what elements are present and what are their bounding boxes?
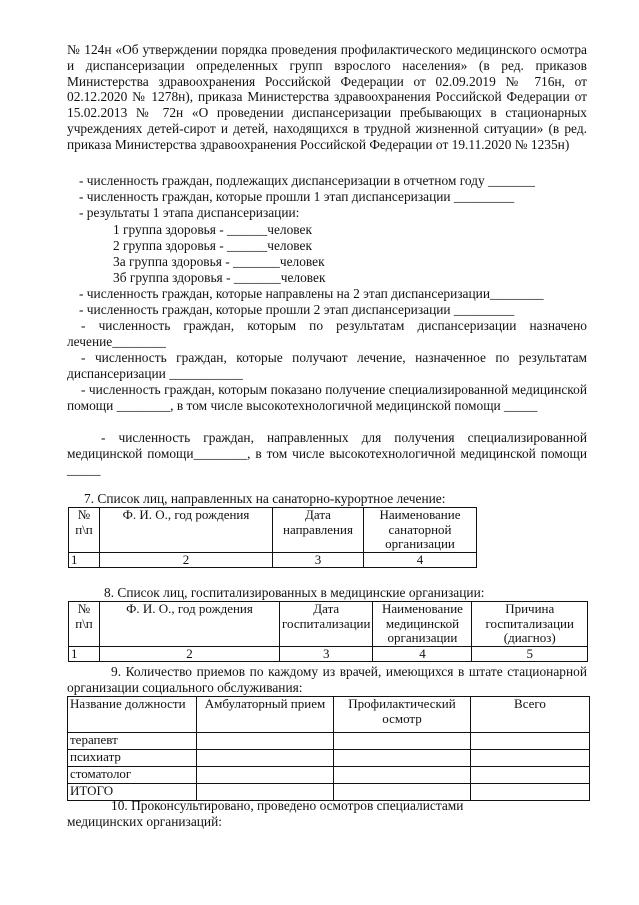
table-header-row [68,697,590,733]
item-treatment-assigned: - численность граждан, которым по результатам диспансеризации назначено лечение________ [67,318,587,349]
health-group-3a: 3а группа здоровья - _______человек [113,254,325,269]
col-number: 1 [69,646,100,662]
item-stage2-referred: - численность граждан, которые направлены на 2 этап диспансеризации________ [79,286,544,301]
section8-title: 8. Список лиц, госпитализированных в медицинские организации: [104,585,485,600]
table-number-row [69,552,477,568]
item-stage1-count: - численность граждан, которые прошли 1 этап диспансеризации _________ [79,189,515,204]
item-specialized-care: - численность граждан, которым показано получение специализированной медицинской помощи ________, в том числе высокотехнологичной медицинской помощи _____ [67,382,587,413]
table-row [68,733,590,750]
intro-paragraph: № 124н «Об утверждении порядка проведения профилактического медицинского осмотра и диспансеризации определенных групп взрослого населения» (в ред. приказов Министерства здравоохранения Российской Федерации от 02.09.2019 № 716н, от 02.12.2020 № 1278н), приказа Министерства здравоохранения Российской Федерации от 15.02.2013 № 72н «О проведении диспансеризации пребывающих в стационарных учреждениях детей-сирот и детей, находящихся в трудной жизненной ситуации» (в ред. приказа Министерства здравоохранения Российской Федерации от 19.11.2020 № 1235н) [67,42,587,152]
col-number-header: № п\п [69,508,100,553]
col-preventive-header: Профилактический осмотр [334,697,471,733]
col-date-header: Дата направления [273,508,364,553]
col-number: 2 [100,646,280,662]
col-number: 4 [364,552,477,568]
row-position: терапевт [68,733,197,750]
col-number: 5 [472,646,588,662]
col-number: 3 [273,552,364,568]
table-header-row [69,602,588,647]
row-position: стоматолог [68,767,197,784]
col-name-header: Ф. И. О., год рождения [100,508,273,553]
table-row [68,750,590,767]
col-outpatient-header: Амбулаторный прием [197,697,334,733]
sanatorium-table [68,507,477,568]
table-number-row [69,646,588,662]
section9-title: 9. Количество приемов по каждому из врачей, имеющихся в штате стационарной организации социального обслуживания: [67,664,587,695]
col-reason-header: Причина госпитализации (диагноз) [472,602,588,647]
col-name-header: Ф. И. О., год рождения [100,602,280,647]
health-group-3b: 3б группа здоровья - _______человек [113,270,326,285]
col-number-header: № п\п [69,602,100,647]
col-total-header: Всего [471,697,590,733]
item-stage2-passed: - численность граждан, которые прошли 2 этап диспансеризации _________ [79,302,515,317]
health-group-1: 1 группа здоровья - ______человек [113,222,312,237]
row-position: психиатр [68,750,197,767]
col-number: 1 [69,552,100,568]
section10-title: 10. Проконсультировано, проведено осмотров специалистами медицинских организаций: [67,798,464,829]
table-row [68,767,590,784]
item-referred-specialized: - численность граждан, направленных для получения специализированной медицинской помощи________, в том числе высокотехнологичной медицинской помощи _____ [67,430,587,477]
table-header-row [69,508,477,553]
health-group-2: 2 группа здоровья - ______человек [113,238,312,253]
col-number: 2 [100,552,273,568]
doctor-visits-table [67,696,590,801]
col-org-header: Наименование санаторной организации [364,508,477,553]
item-subject-count: - численность граждан, подлежащих диспансеризации в отчетном году _______ [79,173,535,188]
hospitalization-table [68,601,588,662]
item-stage1-results: - результаты 1 этапа диспансеризации: [79,205,300,220]
col-org-header: Наименование медицинской организации [373,602,472,647]
col-number: 3 [280,646,373,662]
row-position: ИТОГО [68,784,197,801]
col-date-header: Дата госпитализации [280,602,373,647]
col-position-header: Название должности [68,697,197,733]
section7-title: 7. Список лиц, направленных на санаторно-курортное лечение: [84,491,446,506]
item-receiving-treatment: - численность граждан, которые получают лечение, назначенное по результатам диспансеризации ___________ [67,350,587,381]
col-number: 4 [373,646,472,662]
